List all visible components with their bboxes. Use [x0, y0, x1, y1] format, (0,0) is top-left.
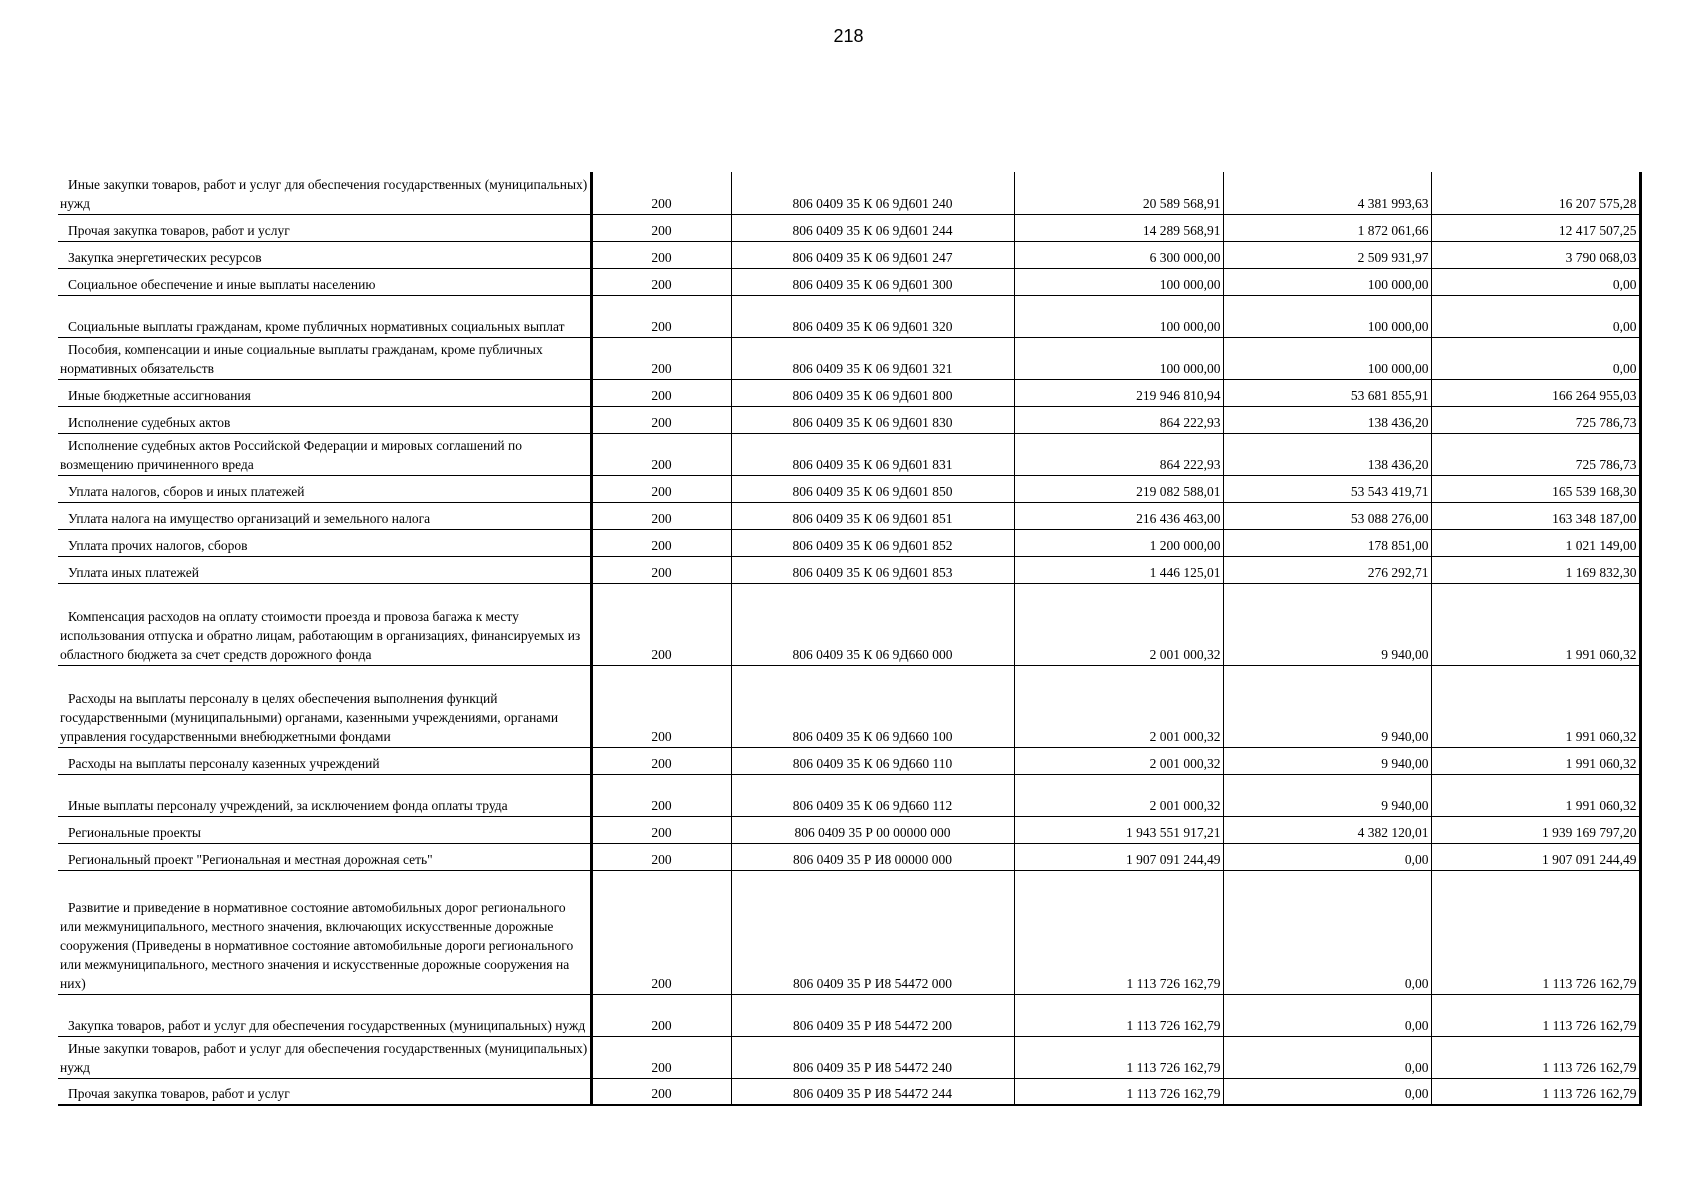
row-executed-amount: 138 436,20	[1223, 433, 1431, 475]
row-approved-amount: 216 436 463,00	[1014, 502, 1223, 529]
row-unexecuted-amount: 12 417 507,25	[1431, 214, 1640, 241]
row-executed-amount: 53 681 855,91	[1223, 379, 1431, 406]
row-name	[58, 556, 591, 583]
row-line-code: 200	[591, 774, 731, 816]
row-line-code: 200	[591, 214, 731, 241]
row-approved-amount: 14 289 568,91	[1014, 214, 1223, 241]
row-line-code: 200	[591, 816, 731, 843]
row-approved-amount: 6 300 000,00	[1014, 241, 1223, 268]
row-approved-amount: 1 907 091 244,49	[1014, 843, 1223, 870]
row-line-code: 200	[591, 406, 731, 433]
table-row	[58, 529, 1640, 556]
row-executed-amount: 2 509 931,97	[1223, 241, 1431, 268]
row-budget-code: 806 0409 35 К 06 9Д601 853	[731, 556, 1014, 583]
row-line-code: 200	[591, 433, 731, 475]
row-approved-amount: 2 001 000,32	[1014, 583, 1223, 665]
row-budget-code: 806 0409 35 Р И8 54472 244	[731, 1078, 1014, 1105]
table-row	[58, 1078, 1640, 1105]
row-line-code: 200	[591, 747, 731, 774]
row-name	[58, 337, 591, 379]
row-line-code: 200	[591, 241, 731, 268]
row-executed-amount: 138 436,20	[1223, 406, 1431, 433]
table-row	[58, 816, 1640, 843]
row-name-text: Региональный проект "Региональная и местная дорожная сеть"	[68, 851, 433, 867]
row-budget-code: 806 0409 35 К 06 9Д660 112	[731, 774, 1014, 816]
row-line-code: 200	[591, 529, 731, 556]
row-approved-amount: 2 001 000,32	[1014, 774, 1223, 816]
row-budget-code: 806 0409 35 Р И8 54472 240	[731, 1036, 1014, 1078]
row-budget-code: 806 0409 35 К 06 9Д601 244	[731, 214, 1014, 241]
table-row	[58, 295, 1640, 337]
row-name-text: Уплата налога на имущество организаций и земельного налога	[68, 510, 431, 526]
row-name-text: Иные закупки товаров, работ и услуг для обеспечения государственных (муниципальных) нужд	[60, 1040, 588, 1075]
row-budget-code: 806 0409 35 К 06 9Д601 831	[731, 433, 1014, 475]
row-line-code: 200	[591, 1078, 731, 1105]
row-unexecuted-amount: 1 991 060,32	[1431, 747, 1640, 774]
row-name	[58, 214, 591, 241]
table-row	[58, 1036, 1640, 1078]
row-unexecuted-amount: 1 113 726 162,79	[1431, 994, 1640, 1036]
row-approved-amount: 219 082 588,01	[1014, 475, 1223, 502]
row-line-code: 200	[591, 1036, 731, 1078]
row-unexecuted-amount: 725 786,73	[1431, 406, 1640, 433]
row-line-code: 200	[591, 556, 731, 583]
row-line-code: 200	[591, 172, 731, 214]
row-budget-code: 806 0409 35 К 06 9Д660 110	[731, 747, 1014, 774]
row-name	[58, 1078, 591, 1105]
row-unexecuted-amount: 1 113 726 162,79	[1431, 870, 1640, 994]
row-unexecuted-amount: 165 539 168,30	[1431, 475, 1640, 502]
row-line-code: 200	[591, 337, 731, 379]
row-budget-code: 806 0409 35 К 06 9Д660 100	[731, 665, 1014, 747]
row-unexecuted-amount: 1 991 060,32	[1431, 774, 1640, 816]
table-row	[58, 433, 1640, 475]
row-line-code: 200	[591, 665, 731, 747]
table-row	[58, 843, 1640, 870]
row-unexecuted-amount: 1 021 149,00	[1431, 529, 1640, 556]
row-executed-amount: 9 940,00	[1223, 774, 1431, 816]
row-unexecuted-amount: 0,00	[1431, 268, 1640, 295]
row-approved-amount: 1 113 726 162,79	[1014, 1078, 1223, 1105]
row-name-text: Иные закупки товаров, работ и услуг для обеспечения государственных (муниципальных) нужд	[60, 176, 588, 211]
row-approved-amount: 1 113 726 162,79	[1014, 1036, 1223, 1078]
row-approved-amount: 100 000,00	[1014, 337, 1223, 379]
row-line-code: 200	[591, 295, 731, 337]
row-unexecuted-amount: 166 264 955,03	[1431, 379, 1640, 406]
row-executed-amount: 9 940,00	[1223, 583, 1431, 665]
row-name-text: Закупка энергетических ресурсов	[68, 249, 262, 265]
row-budget-code: 806 0409 35 Р И8 00000 000	[731, 843, 1014, 870]
row-name	[58, 994, 591, 1036]
row-budget-code: 806 0409 35 К 06 9Д660 000	[731, 583, 1014, 665]
row-budget-code: 806 0409 35 К 06 9Д601 247	[731, 241, 1014, 268]
row-unexecuted-amount: 1 113 726 162,79	[1431, 1036, 1640, 1078]
row-name	[58, 747, 591, 774]
table-row	[58, 747, 1640, 774]
row-unexecuted-amount: 16 207 575,28	[1431, 172, 1640, 214]
table-row	[58, 406, 1640, 433]
table-row	[58, 994, 1640, 1036]
row-line-code: 200	[591, 379, 731, 406]
row-approved-amount: 1 113 726 162,79	[1014, 870, 1223, 994]
row-budget-code: 806 0409 35 К 06 9Д601 850	[731, 475, 1014, 502]
row-approved-amount: 1 943 551 917,21	[1014, 816, 1223, 843]
row-name-text: Компенсация расходов на оплату стоимости проезда и провоза багажа к месту использования отпуска и обратно лицам, работающим в организациях, финансируемых из областного бюджета за счет средств дорожного фонда	[60, 608, 581, 662]
row-executed-amount: 53 088 276,00	[1223, 502, 1431, 529]
table-row	[58, 379, 1640, 406]
row-name	[58, 816, 591, 843]
row-executed-amount: 0,00	[1223, 994, 1431, 1036]
row-executed-amount: 0,00	[1223, 1078, 1431, 1105]
row-name-text: Социальное обеспечение и иные выплаты населению	[68, 276, 376, 292]
row-budget-code: 806 0409 35 К 06 9Д601 851	[731, 502, 1014, 529]
row-name	[58, 406, 591, 433]
row-executed-amount: 100 000,00	[1223, 337, 1431, 379]
row-name	[58, 870, 591, 994]
row-approved-amount: 2 001 000,32	[1014, 747, 1223, 774]
row-budget-code: 806 0409 35 Р 00 00000 000	[731, 816, 1014, 843]
row-name-text: Социальные выплаты гражданам, кроме публичных нормативных социальных выплат	[68, 318, 565, 334]
row-budget-code: 806 0409 35 К 06 9Д601 800	[731, 379, 1014, 406]
row-unexecuted-amount: 1 907 091 244,49	[1431, 843, 1640, 870]
table-row	[58, 475, 1640, 502]
table-row	[58, 583, 1640, 665]
row-approved-amount: 100 000,00	[1014, 295, 1223, 337]
table-row	[58, 268, 1640, 295]
row-name	[58, 774, 591, 816]
row-approved-amount: 219 946 810,94	[1014, 379, 1223, 406]
row-unexecuted-amount: 3 790 068,03	[1431, 241, 1640, 268]
page-number: 218	[833, 26, 864, 46]
row-name-text: Уплата иных платежей	[68, 564, 199, 580]
table-row	[58, 556, 1640, 583]
row-name	[58, 268, 591, 295]
row-name	[58, 172, 591, 214]
row-approved-amount: 864 222,93	[1014, 406, 1223, 433]
row-executed-amount: 4 382 120,01	[1223, 816, 1431, 843]
row-approved-amount: 2 001 000,32	[1014, 665, 1223, 747]
row-approved-amount: 1 446 125,01	[1014, 556, 1223, 583]
row-approved-amount: 100 000,00	[1014, 268, 1223, 295]
row-name-text: Закупка товаров, работ и услуг для обеспечения государственных (муниципальных) нужд	[68, 1017, 586, 1033]
row-name	[58, 502, 591, 529]
row-unexecuted-amount: 1 169 832,30	[1431, 556, 1640, 583]
table-row	[58, 870, 1640, 994]
row-unexecuted-amount: 0,00	[1431, 295, 1640, 337]
row-unexecuted-amount: 1 991 060,32	[1431, 583, 1640, 665]
row-name	[58, 1036, 591, 1078]
row-executed-amount: 100 000,00	[1223, 295, 1431, 337]
row-name	[58, 529, 591, 556]
row-name	[58, 665, 591, 747]
row-budget-code: 806 0409 35 К 06 9Д601 852	[731, 529, 1014, 556]
row-approved-amount: 20 589 568,91	[1014, 172, 1223, 214]
row-name	[58, 583, 591, 665]
row-line-code: 200	[591, 475, 731, 502]
row-name	[58, 433, 591, 475]
row-line-code: 200	[591, 843, 731, 870]
table-row	[58, 665, 1640, 747]
row-unexecuted-amount: 163 348 187,00	[1431, 502, 1640, 529]
row-executed-amount: 1 872 061,66	[1223, 214, 1431, 241]
row-executed-amount: 0,00	[1223, 843, 1431, 870]
row-executed-amount: 9 940,00	[1223, 665, 1431, 747]
row-unexecuted-amount: 0,00	[1431, 337, 1640, 379]
row-budget-code: 806 0409 35 К 06 9Д601 830	[731, 406, 1014, 433]
row-executed-amount: 0,00	[1223, 870, 1431, 994]
row-budget-code: 806 0409 35 Р И8 54472 200	[731, 994, 1014, 1036]
row-budget-code: 806 0409 35 К 06 9Д601 320	[731, 295, 1014, 337]
row-budget-code: 806 0409 35 К 06 9Д601 240	[731, 172, 1014, 214]
row-name-text: Расходы на выплаты персоналу казенных учреждений	[68, 755, 380, 771]
row-executed-amount: 0,00	[1223, 1036, 1431, 1078]
row-budget-code: 806 0409 35 Р И8 54472 000	[731, 870, 1014, 994]
row-name-text: Иные бюджетные ассигнования	[68, 387, 251, 403]
row-name	[58, 843, 591, 870]
row-name	[58, 295, 591, 337]
row-line-code: 200	[591, 994, 731, 1036]
row-name-text: Развитие и приведение в нормативное состояние автомобильных дорог регионального или межмуниципального, местного значения, включающих искусственные дорожные сооружения (Приведены в нормативное состояние автомобильные дороги регионального или межмуниципального, местного значения и искусственные дорожные сооружения на них)	[60, 899, 574, 991]
row-name-text: Пособия, компенсации и иные социальные выплаты гражданам, кроме публичных нормативных обязательств	[60, 341, 543, 376]
row-approved-amount: 1 113 726 162,79	[1014, 994, 1223, 1036]
row-unexecuted-amount: 1 939 169 797,20	[1431, 816, 1640, 843]
row-name-text: Исполнение судебных актов	[68, 414, 231, 430]
row-executed-amount: 100 000,00	[1223, 268, 1431, 295]
row-line-code: 200	[591, 583, 731, 665]
row-name-text: Уплата налогов, сборов и иных платежей	[68, 483, 305, 499]
table-row	[58, 214, 1640, 241]
row-name-text: Расходы на выплаты персоналу в целях обеспечения выполнения функций государственными (муниципальными) органами, казенными учреждениями, органами управления государственными внебюджетными фондами	[60, 690, 559, 744]
budget-table	[58, 172, 1642, 1106]
row-executed-amount: 4 381 993,63	[1223, 172, 1431, 214]
table-row	[58, 774, 1640, 816]
row-executed-amount: 53 543 419,71	[1223, 475, 1431, 502]
table-row	[58, 337, 1640, 379]
row-name	[58, 475, 591, 502]
row-executed-amount: 178 851,00	[1223, 529, 1431, 556]
row-line-code: 200	[591, 870, 731, 994]
row-unexecuted-amount: 725 786,73	[1431, 433, 1640, 475]
row-approved-amount: 1 200 000,00	[1014, 529, 1223, 556]
table-row	[58, 502, 1640, 529]
row-line-code: 200	[591, 268, 731, 295]
table-row	[58, 172, 1640, 214]
row-name	[58, 379, 591, 406]
row-executed-amount: 276 292,71	[1223, 556, 1431, 583]
row-budget-code: 806 0409 35 К 06 9Д601 321	[731, 337, 1014, 379]
table-row	[58, 241, 1640, 268]
row-executed-amount: 9 940,00	[1223, 747, 1431, 774]
row-name-text: Исполнение судебных актов Российской Федерации и мировых соглашений по возмещению причиненного вреда	[60, 437, 522, 472]
row-name-text: Региональные проекты	[68, 824, 201, 840]
row-name-text: Прочая закупка товаров, работ и услуг	[68, 1086, 290, 1101]
row-budget-code: 806 0409 35 К 06 9Д601 300	[731, 268, 1014, 295]
row-name	[58, 241, 591, 268]
row-unexecuted-amount: 1 113 726 162,79	[1431, 1078, 1640, 1105]
row-approved-amount: 864 222,93	[1014, 433, 1223, 475]
row-name-text: Уплата прочих налогов, сборов	[68, 537, 248, 553]
row-name-text: Прочая закупка товаров, работ и услуг	[68, 222, 290, 238]
row-name-text: Иные выплаты персоналу учреждений, за исключением фонда оплаты труда	[68, 797, 508, 813]
budget-table-body	[58, 172, 1640, 1105]
row-line-code: 200	[591, 502, 731, 529]
row-unexecuted-amount: 1 991 060,32	[1431, 665, 1640, 747]
